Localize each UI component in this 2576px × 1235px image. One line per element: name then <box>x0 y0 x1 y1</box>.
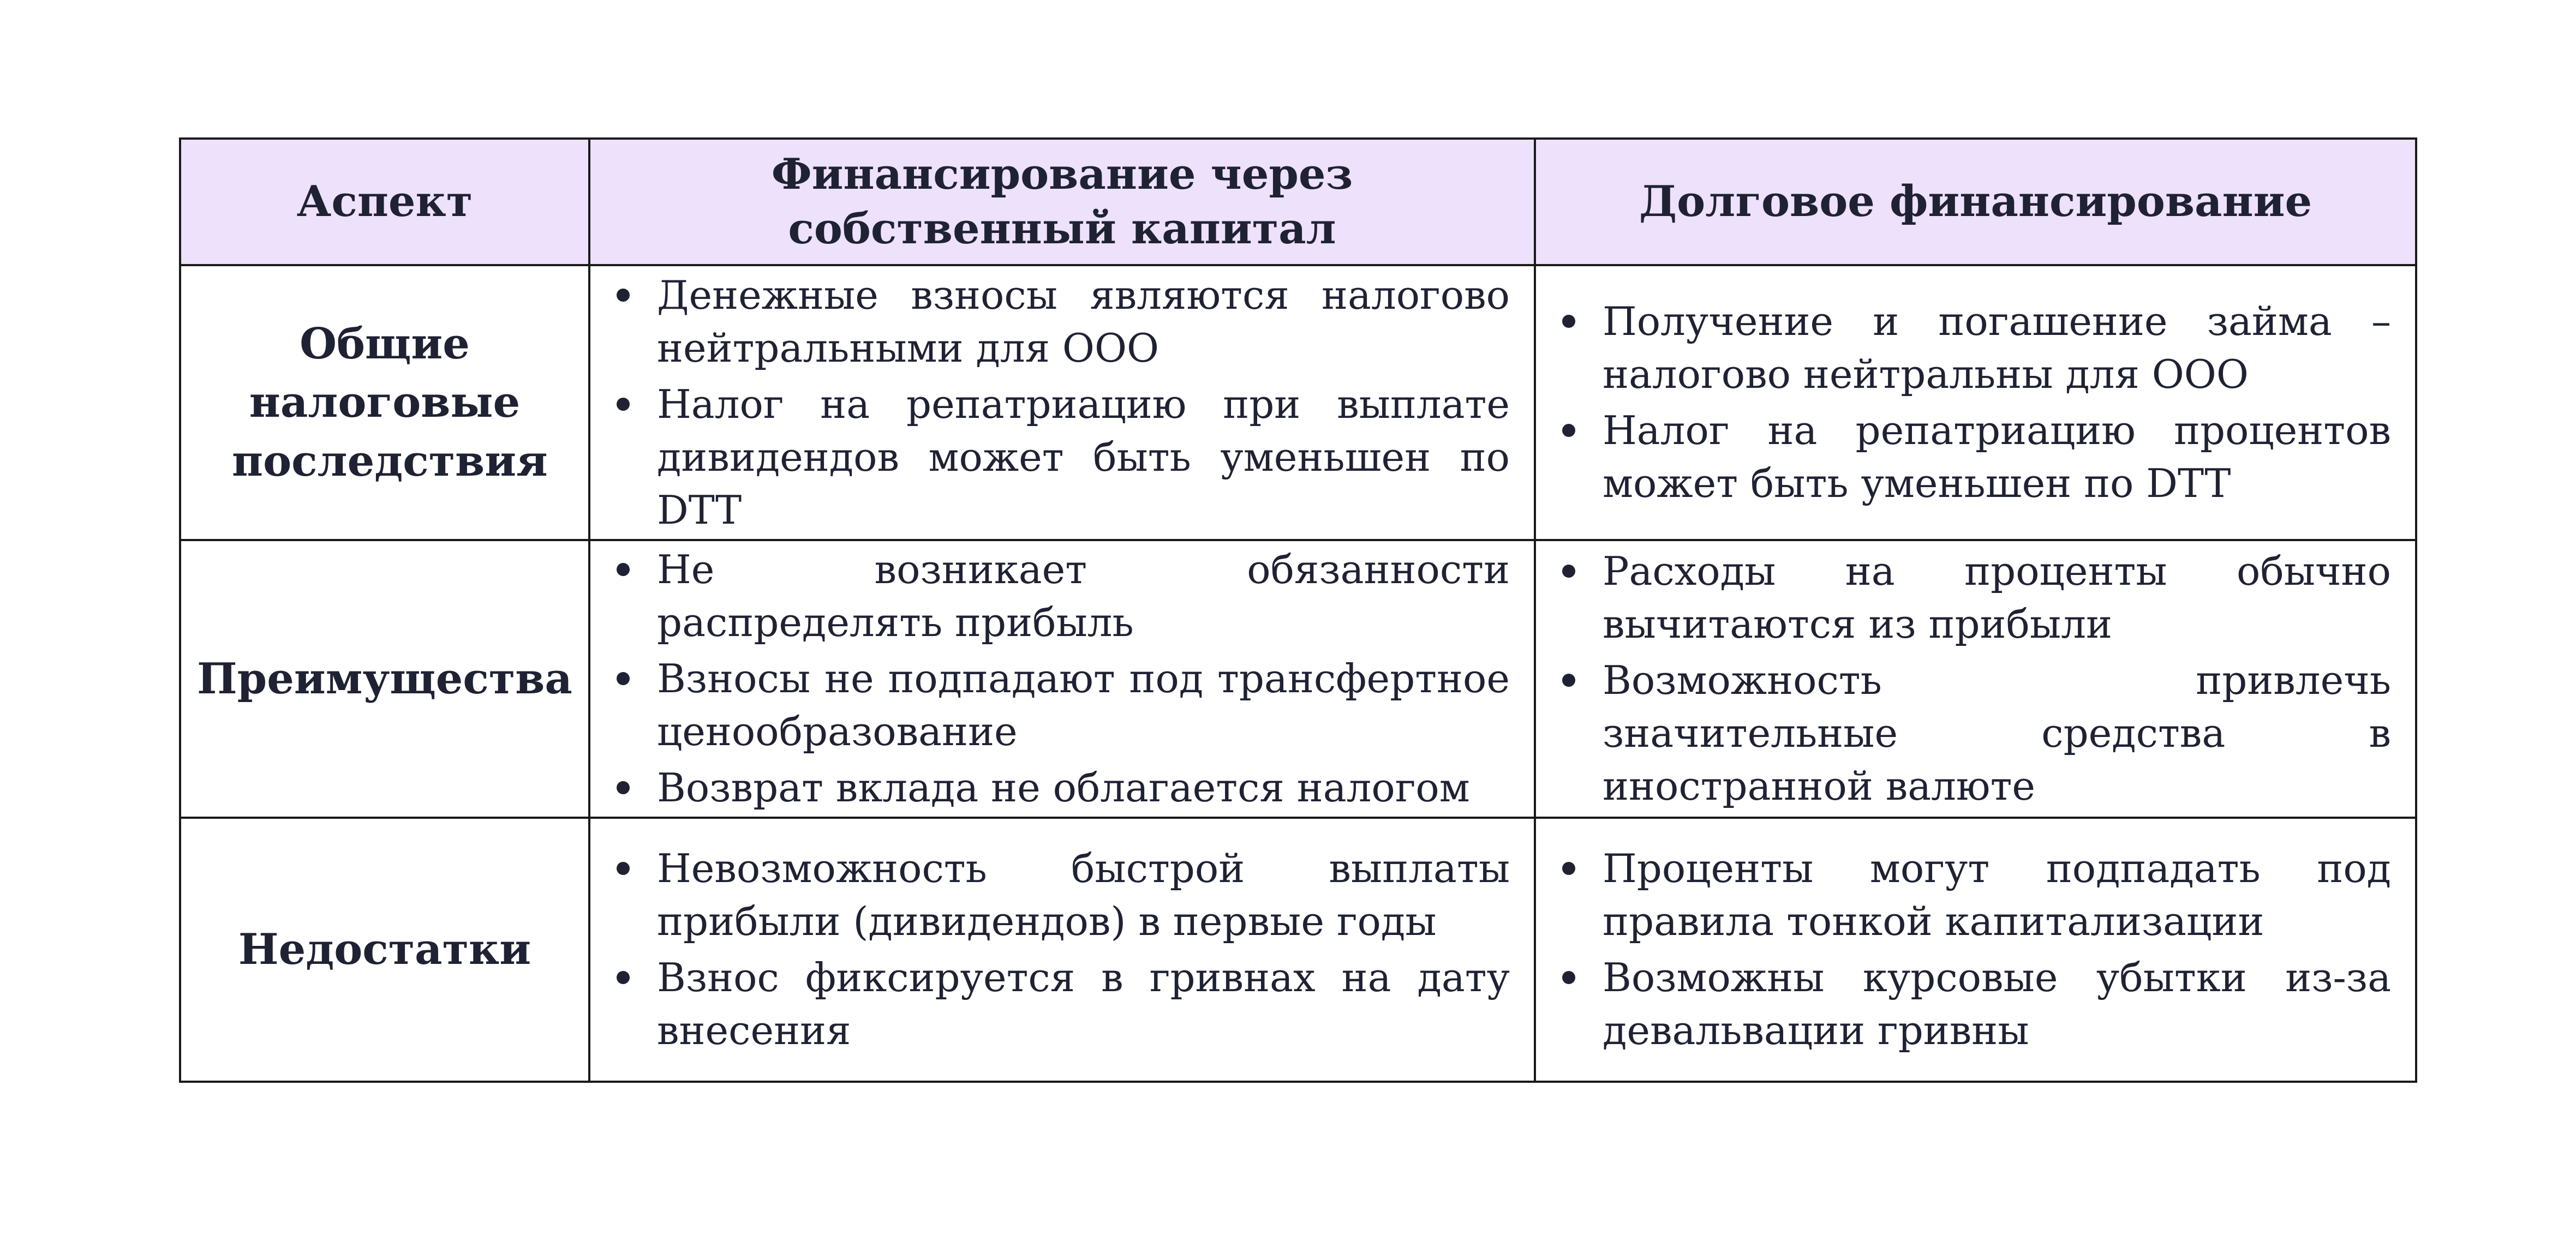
list-item: Возможность привлечь значительные средства в иностранной валюте <box>1558 654 2391 813</box>
bullet-icon <box>617 398 630 411</box>
bullet-icon <box>617 672 630 685</box>
debt-advantages-cell <box>1535 540 2416 818</box>
list-item: Невозможность быстрой выплаты прибыли (дивидендов) в первые годы <box>612 842 1510 948</box>
aspect-general-tax: Общие налоговые последствия <box>180 265 589 540</box>
comparison-table <box>179 137 2417 1083</box>
equity-general-cell <box>589 265 1535 540</box>
bullet-icon <box>1562 971 1575 984</box>
list-item: Не возникает обязанности распределять прибыль <box>612 543 1510 649</box>
bullet-list <box>612 842 1510 1057</box>
bullet-icon <box>1562 862 1575 875</box>
equity-advantages-cell <box>589 540 1535 818</box>
list-item: Денежные взносы являются налогово нейтральными для ООО <box>612 269 1510 375</box>
table-row <box>180 540 2416 818</box>
list-item: Расходы на проценты обычно вычитаются из прибыли <box>1558 545 2391 651</box>
bullet-icon <box>1562 315 1575 328</box>
list-item: Получение и погашение займа – налогово нейтральны для ООО <box>1558 295 2391 401</box>
list-item: Проценты могут подпадать под правила тонкой капитализации <box>1558 842 2391 948</box>
bullet-icon <box>617 862 630 875</box>
header-debt-financing: Долговое финансирование <box>1535 139 2416 265</box>
bullet-icon <box>617 563 630 576</box>
bullet-icon <box>617 781 630 794</box>
list-item: Налог на репатриацию при выплате дивидендов может быть уменьшен по DTT <box>612 378 1510 537</box>
equity-disadvantages-cell <box>589 818 1535 1082</box>
bullet-list <box>612 543 1510 814</box>
bullet-icon <box>617 289 630 302</box>
bullet-icon <box>617 971 630 984</box>
debt-disadvantages-cell <box>1535 818 2416 1082</box>
bullet-list <box>612 269 1510 537</box>
bullet-list <box>1558 842 2391 1057</box>
list-item: Налог на репатриацию процентов может быть уменьшен по DTT <box>1558 404 2391 510</box>
list-item: Возврат вклада не облагается налогом <box>612 762 1510 814</box>
bullet-list <box>1558 295 2391 510</box>
header-equity-financing: Финансирование через собственный капитал <box>589 139 1535 265</box>
bullet-icon <box>1562 565 1575 578</box>
list-item: Взнос фиксируется в гривнах на дату внесения <box>612 951 1510 1057</box>
header-row <box>180 139 2416 265</box>
debt-general-cell <box>1535 265 2416 540</box>
bullet-icon <box>1562 674 1575 687</box>
aspect-disadvantages: Недостатки <box>180 818 589 1082</box>
aspect-advantages: Преимущества <box>180 540 589 818</box>
list-item: Возможны курсовые убытки из-за девальвации гривны <box>1558 951 2391 1057</box>
bullet-icon <box>1562 424 1575 437</box>
bullet-list <box>1558 545 2391 813</box>
table-row <box>180 818 2416 1082</box>
list-item: Взносы не подпадают под трансфертное ценообразование <box>612 652 1510 758</box>
header-aspect: Аспект <box>180 139 589 265</box>
table-row <box>180 265 2416 540</box>
